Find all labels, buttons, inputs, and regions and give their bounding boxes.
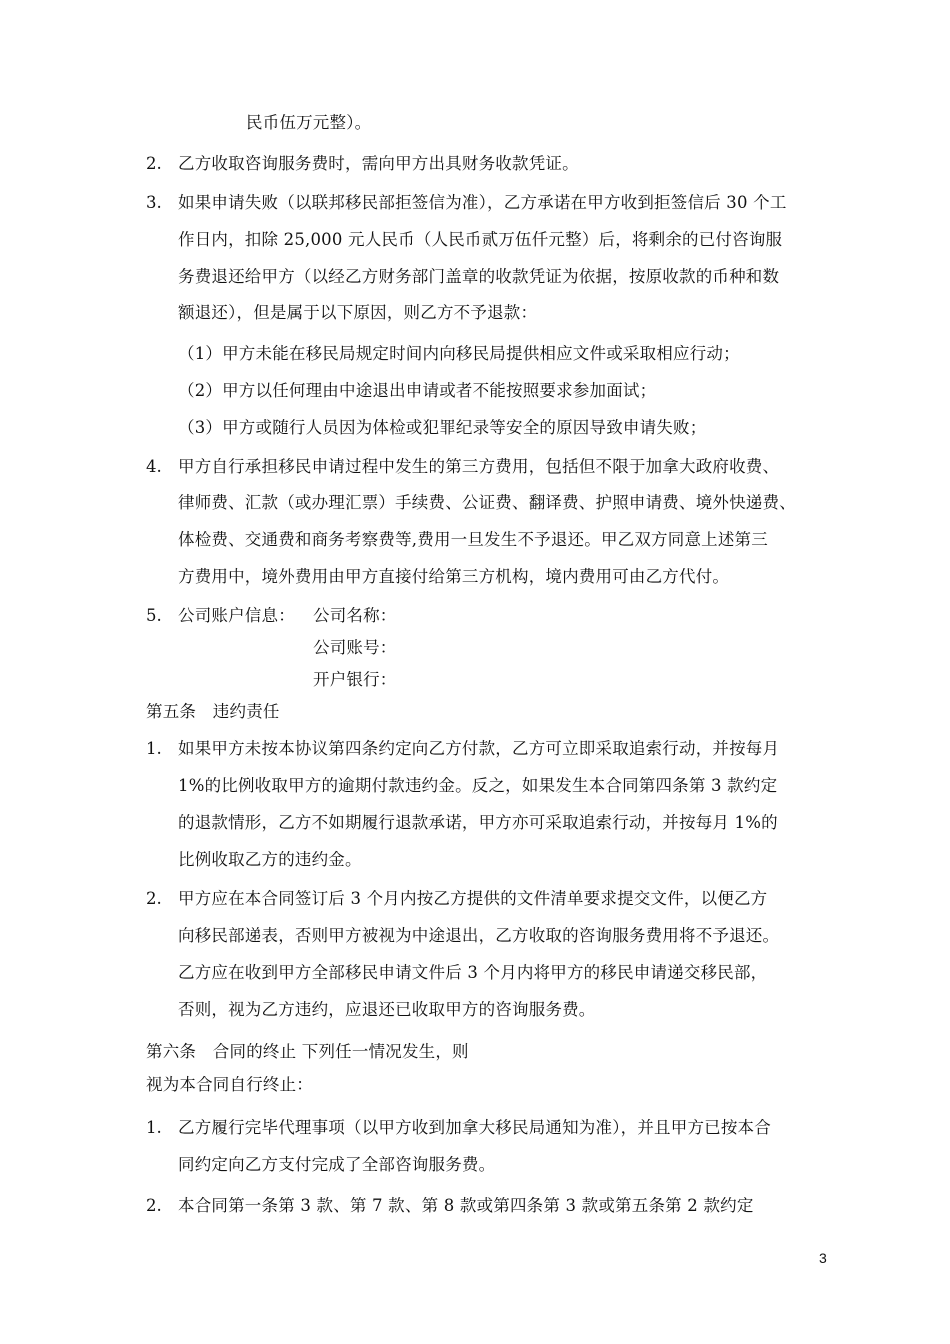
item-number: 2. bbox=[146, 889, 162, 908]
text-line: 乙方履行完毕代理事项（以甲方收到加拿大移民局通知为准），并且甲方已按本合 bbox=[178, 1118, 771, 1137]
text-line: 同约定向乙方支付完成了全部咨询服务费。 bbox=[178, 1155, 496, 1174]
item-number: 1. bbox=[146, 1118, 162, 1137]
text-line: 如果申请失败（以联邦移民部拒签信为准），乙方承诺在甲方收到拒签信后 30 个工 bbox=[178, 193, 787, 212]
text-line: 民币伍万元整）。 bbox=[246, 113, 372, 132]
page-number: 3 bbox=[819, 1250, 827, 1266]
text-line: 本合同第一条第 3 款、第 7 款、第 8 款或第四条第 3 款或第五条第 2 款约定 bbox=[178, 1196, 754, 1215]
text-line: 甲方应在本合同签订后 3 个月内按乙方提供的文件清单要求提交文件，以便乙方 bbox=[178, 889, 768, 908]
text-line: 否则，视为乙方违约，应退还已收取甲方的咨询服务费。 bbox=[178, 1000, 596, 1019]
text-line: 律师费、汇款（或办理汇票）手续费、公证费、翻译费、护照申请费、境外快递费、 bbox=[178, 493, 796, 512]
text-line: （2）甲方以任何理由中途退出申请或者不能按照要求参加面试； bbox=[178, 381, 657, 400]
text-line: 公司账户信息： bbox=[178, 606, 295, 625]
text-line: 作日内，扣除 25,000 元人民币（人民币贰万伍仟元整）后，将剩余的已付咨询服 bbox=[178, 230, 783, 249]
item-number: 1. bbox=[146, 739, 162, 758]
text-line: 公司名称： bbox=[313, 606, 397, 625]
text-line: 的退款情形，乙方不如期履行退款承诺，甲方亦可采取追索行动，并按每月 1%的 bbox=[178, 813, 778, 832]
section-heading: 第六条 合同的终止 下列任一情况发生，则 bbox=[146, 1042, 469, 1061]
text-line: 务费退还给甲方（以经乙方财务部门盖章的收款凭证为依据，按原收款的币种和数 bbox=[178, 267, 780, 286]
section-heading: 第五条 违约责任 bbox=[146, 702, 280, 721]
text-line: 乙方应在收到甲方全部移民申请文件后 3 个月内将甲方的移民申请递交移民部， bbox=[178, 963, 768, 982]
text-line: 比例收取乙方的违约金。 bbox=[178, 850, 362, 869]
text-line: 公司账号： bbox=[313, 638, 397, 657]
text-line: 视为本合同自行终止： bbox=[146, 1075, 313, 1094]
text-line: （3）甲方或随行人员因为体检或犯罪纪录等安全的原因导致申请失败； bbox=[178, 418, 707, 437]
text-line: 体检费、交通费和商务考察费等,费用一旦发生不予退还。甲乙双方同意上述第三 bbox=[178, 530, 768, 549]
item-number: 5. bbox=[146, 606, 162, 625]
text-line: 开户银行： bbox=[313, 670, 397, 689]
text-line: （1）甲方未能在移民局规定时间内向移民局提供相应文件或采取相应行动； bbox=[178, 344, 740, 363]
text-line: 方费用中，境外费用由甲方直接付给第三方机构，境内费用可由乙方代付。 bbox=[178, 567, 730, 586]
item-number: 2. bbox=[146, 154, 162, 173]
text-line: 乙方收取咨询服务费时，需向甲方出具财务收款凭证。 bbox=[178, 154, 579, 173]
text-line: 向移民部递表，否则甲方被视为中途退出，乙方收取的咨询服务费用将不予退还。 bbox=[178, 926, 780, 945]
item-number: 4. bbox=[146, 457, 162, 476]
text-line: 1%的比例收取甲方的逾期付款违约金。反之，如果发生本合同第四条第 3 款约定 bbox=[178, 776, 778, 795]
text-line: 甲方自行承担移民申请过程中发生的第三方费用，包括但不限于加拿大政府收费、 bbox=[178, 457, 780, 476]
item-number: 2. bbox=[146, 1196, 162, 1215]
text-line: 如果甲方未按本协议第四条约定向乙方付款，乙方可立即采取追索行动，并按每月 bbox=[178, 739, 780, 758]
text-line: 额退还），但是属于以下原因，则乙方不予退款： bbox=[178, 303, 538, 322]
item-number: 3. bbox=[146, 193, 162, 212]
